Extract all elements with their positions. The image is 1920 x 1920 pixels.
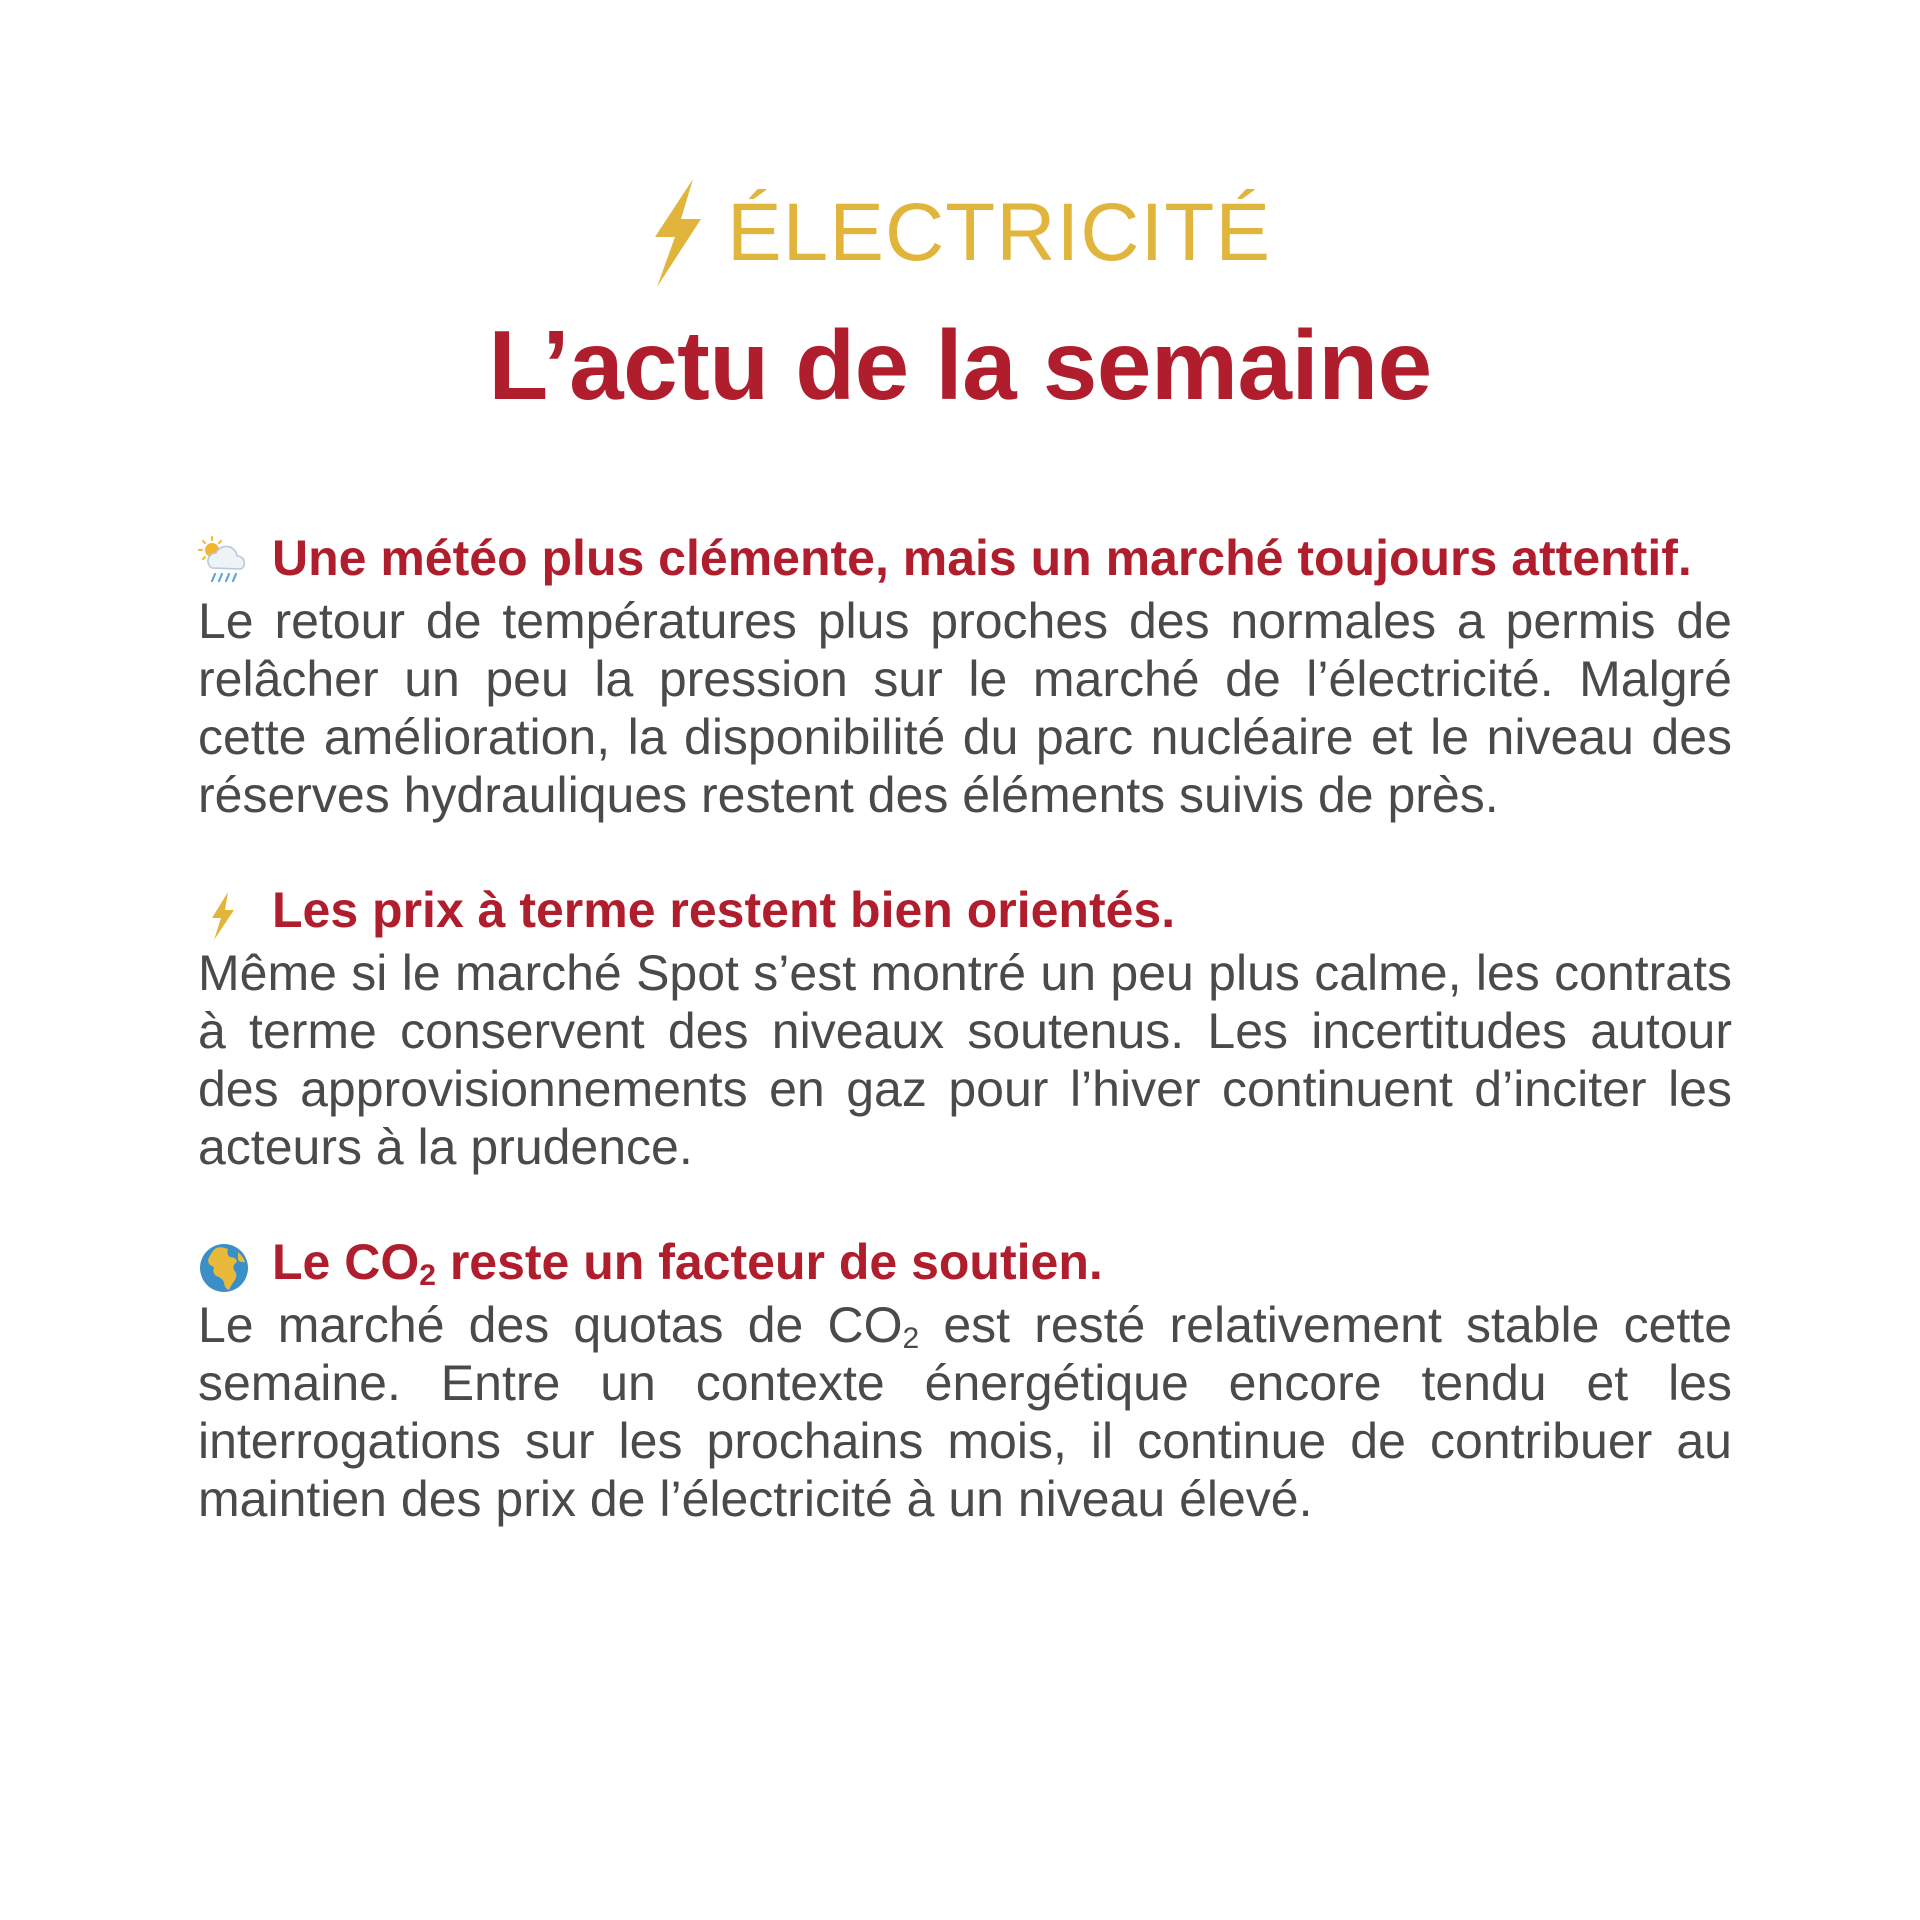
section-body: Le retour de températures plus proches des normales a permis de relâcher un peu la pression sur le marché de l’électricité. Malgré cette amélioration, la disponibilité du parc nucléaire et le niveau des réserves hydrauliques restent des éléments suivis de près.: [198, 593, 1732, 823]
section-body: Même si le marché Spot s’est montré un peu plus calme, les contrats à terme conservent des niveaux soutenus. Les incertitudes autour des approvisionnements en gaz pour l’hiver continuent d’inciter les acteurs à la prudence.: [198, 945, 1732, 1175]
section-title-post: reste un facteur de soutien.: [435, 1234, 1103, 1290]
section-body-subscript: 2: [902, 1322, 920, 1355]
section-title-subscript: 2: [419, 1259, 436, 1292]
kicker: [649, 178, 1271, 288]
weather-sun-cloud-rain-icon: [198, 536, 250, 592]
section-heading: [198, 1234, 1732, 1296]
page-title: L’actu de la semaine: [488, 310, 1432, 420]
article-content: [198, 530, 1732, 1586]
section-body-pre: Le marché des quotas de CO: [198, 1297, 903, 1353]
section-title: [272, 1234, 1732, 1290]
lightning-bolt-icon: [649, 179, 705, 287]
section-heading: [198, 530, 1732, 592]
lightning-bolt-icon: [198, 888, 250, 944]
globe-europe-africa-icon: [198, 1240, 250, 1296]
section-weather: [198, 530, 1732, 824]
section-co2: [198, 1234, 1732, 1528]
section-title: Les prix à terme restent bien orientés.: [272, 882, 1176, 938]
section-heading: [198, 882, 1732, 944]
section-forward-prices: [198, 882, 1732, 1176]
section-body-post: est resté relativement stable cette semaine. Entre un contexte énergétique encore tendu et les interrogations sur les prochains mois, il continue de contribuer au maintien des prix de l’électricité à un niveau élevé.: [198, 1297, 1732, 1527]
header: [0, 178, 1920, 420]
kicker-label: ÉLECTRICITÉ: [726, 187, 1272, 278]
section-body: [198, 1296, 1732, 1528]
section-title-pre: Le CO: [272, 1234, 420, 1290]
section-title: Une météo plus clémente, mais un marché toujours attentif.: [272, 530, 1692, 586]
